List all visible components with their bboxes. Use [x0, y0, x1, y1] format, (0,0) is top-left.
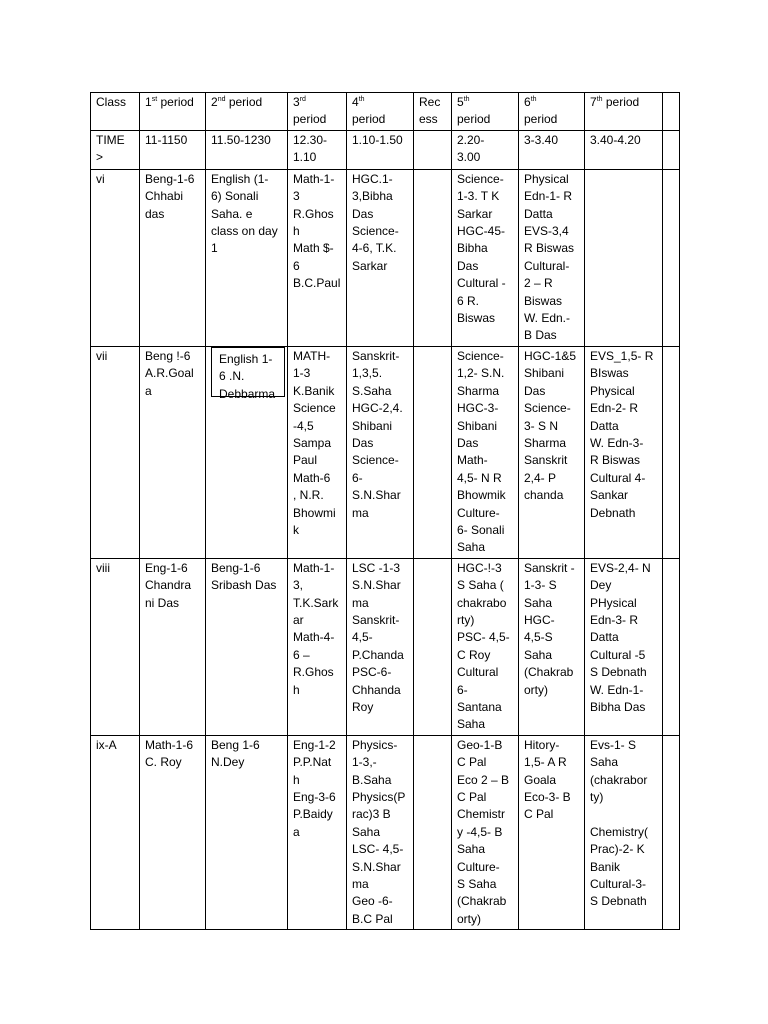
time-period-7: 3.40-4.20: [585, 130, 663, 169]
time-label: TIME >: [91, 130, 140, 169]
header-period-2: [206, 93, 288, 131]
header-extra: [663, 93, 680, 131]
extra-cell: [663, 558, 680, 735]
time-period-3: 12.30- 1.10: [288, 130, 347, 169]
time-period-6: 3-3.40: [519, 130, 585, 169]
period-3-cell: Math-1- 3, T.K.Sark ar Math-4- 6 – R.Ghos h: [288, 558, 347, 735]
header-period-7: [585, 93, 663, 131]
header-period-5: [452, 93, 519, 131]
period-7-cell: Evs-1- S Saha (chakrabor ty) Chemistry( Prac)-2- K Banik Cultural-3- S Debnath: [585, 735, 663, 929]
period-word: period: [225, 95, 263, 109]
period-4-cell: Physics- 1-3,- B.Saha Physics(P rac)3 B Saha LSC- 4,5- S.N.Shar ma Geo -6- B.C Pal: [347, 735, 414, 929]
recess-cell: [414, 558, 452, 735]
timetable: [90, 92, 680, 930]
recess-cell: [414, 346, 452, 558]
period-2-cell: Beng 1-6 N.Dey: [206, 735, 288, 929]
period-6-cell: HGC-1&5 Shibani Das Science- 3- S N Sharma Sanskrit 2,4- P chanda: [519, 346, 585, 558]
period-6-cell: Hitory- 1,5- A R Goala Eco-3- B C Pal: [519, 735, 585, 929]
extra-cell: [663, 346, 680, 558]
header-period-3: [288, 93, 347, 131]
period-number: 6: [524, 95, 531, 109]
period-3-cell: Math-1- 3 R.Ghos h Math $- 6 B.C.Paul: [288, 169, 347, 346]
header-class: Class: [91, 93, 140, 131]
header-period-1: [140, 93, 206, 131]
period-6-cell: Sanskrit - 1-3- S Saha HGC- 4,5-S Saha (Chakrab orty): [519, 558, 585, 735]
ordinal-suffix: th: [530, 96, 537, 103]
ordinal-suffix: nd: [217, 96, 226, 103]
period-4-cell: HGC.1- 3,Bibha Das Science- 4-6, T.K. Sarkar: [347, 169, 414, 346]
class-row-vi: [91, 169, 680, 346]
period-5-cell: HGC-!-3 S Saha ( chakrabo rty) PSC- 4,5- C Roy Cultural 6- Santana Saha: [452, 558, 519, 735]
ordinal-suffix: st: [151, 96, 158, 103]
header-period-4: [347, 93, 414, 131]
time-recess: [414, 130, 452, 169]
class-row-vii: [91, 346, 680, 558]
period-1-cell: Eng-1-6 Chandra ni Das: [140, 558, 206, 735]
period-number: 1: [145, 95, 152, 109]
time-period-5: 2.20- 3.00: [452, 130, 519, 169]
recess-cell: [414, 735, 452, 929]
time-period-2: 11.50-1230: [206, 130, 288, 169]
period-word: period: [457, 112, 491, 127]
extra-cell: [663, 735, 680, 929]
boxed-text: English 1- 6 .N. Debbarma: [219, 351, 276, 401]
period-4-cell: LSC -1-3 S.N.Shar ma Sanskrit- 4,5- P.Chanda PSC-6- Chhanda Roy: [347, 558, 414, 735]
class-label: viii: [91, 558, 140, 735]
period-5-cell: Science- 1,2- S.N. Sharma HGC-3- Shibani Das Math- 4,5- N R Bhowmik Culture- 6- Sonali Saha: [452, 346, 519, 558]
period-number: 7: [590, 95, 597, 109]
ordinal-suffix: rd: [299, 96, 306, 103]
period-2-cell: Beng-1-6 Sribash Das: [206, 558, 288, 735]
period-word: period: [524, 112, 558, 127]
ordinal-suffix: th: [596, 96, 603, 103]
class-label: ix-A: [91, 735, 140, 929]
period-3-cell: MATH- 1-3 K.Banik Science -4,5 Sampa Paul Math-6 , N.R. Bhowmi k: [288, 346, 347, 558]
header-period-6: [519, 93, 585, 131]
period-3-cell: Eng-1-2 P.P.Nat h Eng-3-6 P.Baidy a: [288, 735, 347, 929]
period-number: 5: [457, 95, 464, 109]
ordinal-suffix: th: [463, 96, 470, 103]
period-number: 4: [352, 95, 359, 109]
time-period-1: 11-1150: [140, 130, 206, 169]
time-period-4: 1.10-1.50: [347, 130, 414, 169]
header-row: [91, 93, 680, 131]
period-4-cell: Sanskrit- 1,3,5. S.Saha HGC-2,4. Shibani Das Science- 6- S.N.Shar ma: [347, 346, 414, 558]
period-6-cell: Physical Edn-1- R Datta EVS-3,4 R Biswas Cultural- 2 – R Biswas W. Edn.- B Das: [519, 169, 585, 346]
period-word: period: [157, 95, 194, 109]
period-2-cell: English (1- 6) Sonali Saha. e class on day 1: [206, 169, 288, 346]
period-1-cell: Beng-1-6 Chhabi das: [140, 169, 206, 346]
period-word: period: [352, 112, 386, 127]
period-7-cell: EVS-2,4- N Dey PHysical Edn-3- R Datta Cultural -5 S Debnath W. Edn-1- Bibha Das: [585, 558, 663, 735]
ordinal-suffix: th: [358, 96, 365, 103]
class-label: vi: [91, 169, 140, 346]
class-row-ix-a: [91, 735, 680, 929]
period-1-cell: Math-1-6 C. Roy: [140, 735, 206, 929]
extra-cell: [663, 169, 680, 346]
class-label: vii: [91, 346, 140, 558]
period-5-cell: Geo-1-B C Pal Eco 2 – B C Pal Chemistr y -4,5- B Saha Culture- S Saha (Chakrab orty): [452, 735, 519, 929]
recess-cell: [414, 169, 452, 346]
period-7-cell: [585, 169, 663, 346]
period-1-cell: Beng !-6 A.R.Goal a: [140, 346, 206, 558]
period-number: 2: [211, 95, 218, 109]
time-row: [91, 130, 680, 169]
header-recess: Rec ess: [414, 93, 452, 131]
period-7-cell: EVS_1,5- R BIswas Physical Edn-2- R Datta W. Edn-3- R Biswas Cultural 4- Sankar Debnath: [585, 346, 663, 558]
period-number: 3: [293, 95, 300, 109]
class-row-viii: [91, 558, 680, 735]
time-extra: [663, 130, 680, 169]
period-5-cell: Science- 1-3. T K Sarkar HGC-45- Bibha Das Cultural - 6 R. Biswas: [452, 169, 519, 346]
period-word: period: [602, 95, 640, 109]
period-2-cell: [206, 346, 288, 558]
period-word: period: [293, 112, 327, 127]
